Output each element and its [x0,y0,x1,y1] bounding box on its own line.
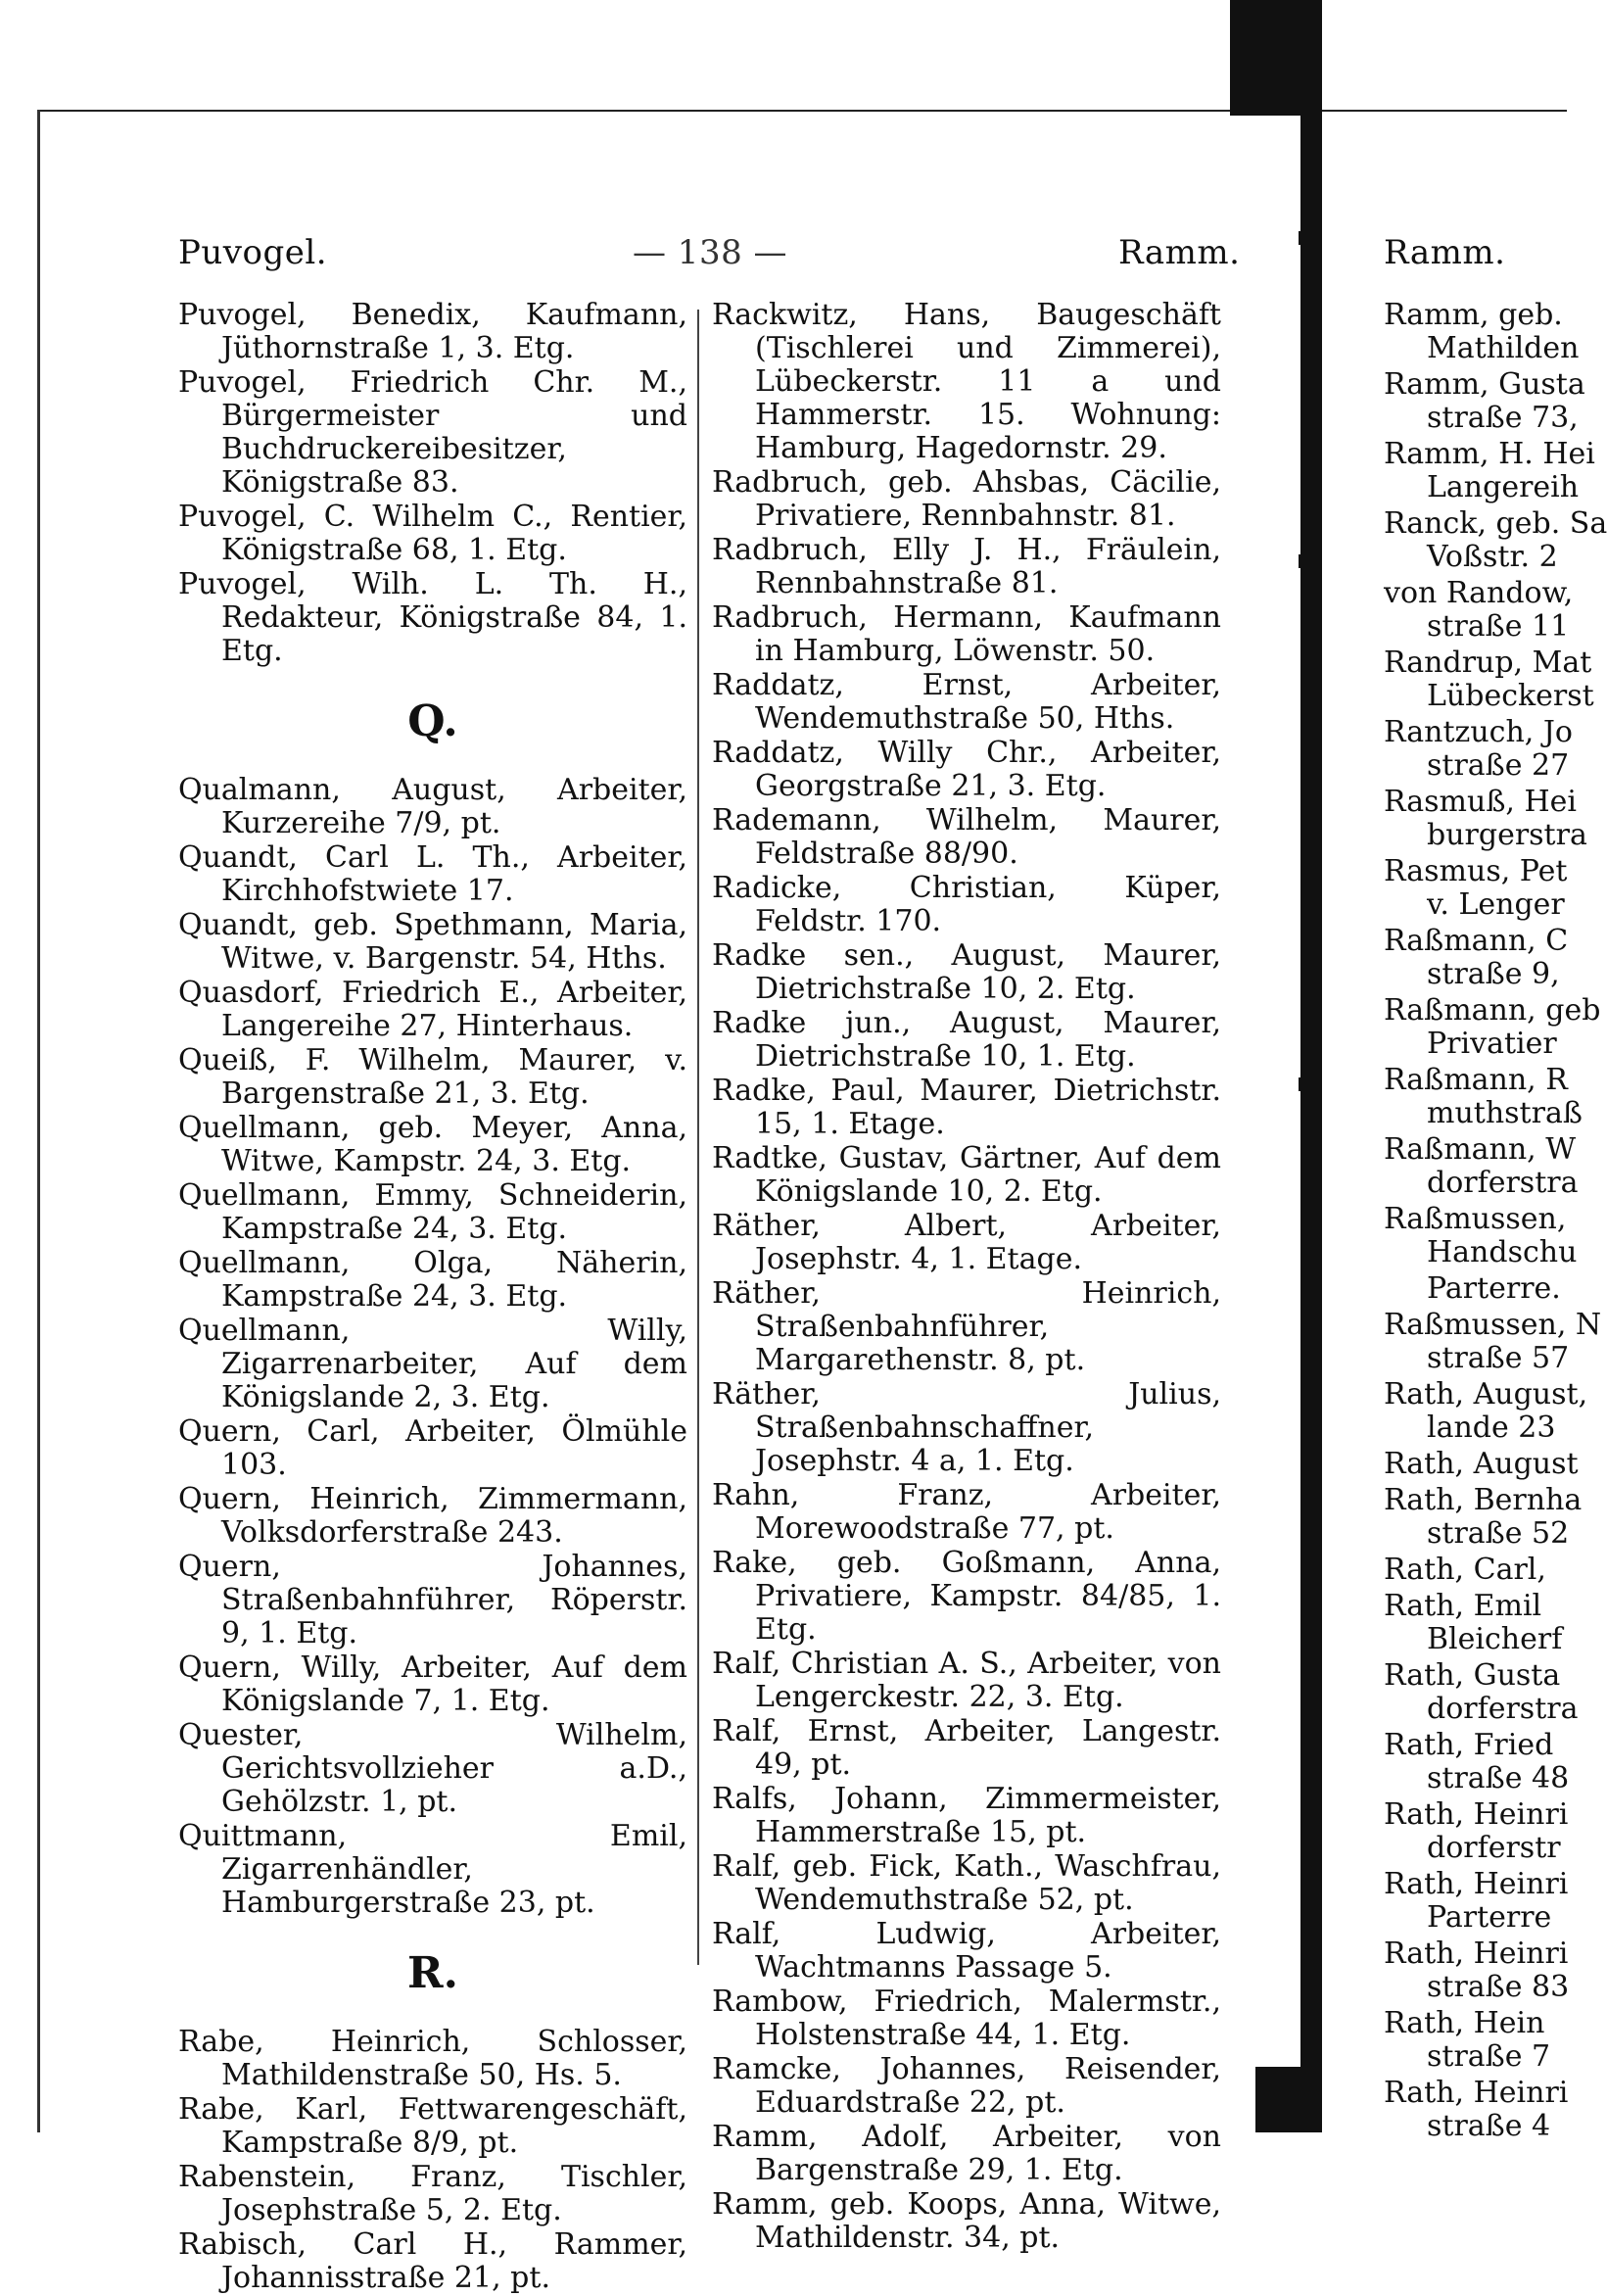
next-page-entry [1384,925,1567,991]
next-page-entry-line: von Randow, [1384,576,1574,610]
next-page-entry-continuation: straße 83 [1427,1970,1570,2004]
column-rule [697,310,699,1965]
directory-entry: Radke sen., August, Maurer, Dietrichstraße 10, 2. Etg. [712,938,1221,1006]
next-page-entry-continuation: straße 4 [1427,2109,1551,2143]
directory-entry: Ralf, geb. Fick, Kath., Waschfrau, Wendemuthstraße 52, pt. [712,1849,1221,1917]
directory-entry: Quern, Heinrich, Zimmermann, Volksdorferstraße 243. [178,1482,687,1550]
directory-entry: Raddatz, Willy Chr., Arbeiter, Georgstraße 21, 3. Etg. [712,736,1221,803]
running-head-right: Ramm. [1118,233,1241,272]
next-page-entry [1384,1063,1583,1130]
next-page-running-head: Ramm. [1384,233,1506,272]
directory-entry: Räther, Albert, Arbeiter, Josephstr. 4, 1. Etage. [712,1209,1221,1276]
running-head-left: Puvogel. [178,233,328,272]
next-page-entry-continuation: dorferstra [1427,1166,1579,1200]
next-page-entry-line: Rath, Emil [1384,1589,1542,1623]
next-page-entry-continuation: Handschu [1427,1235,1578,1269]
next-page-entry-line: Rath, Heinri [1384,1867,1569,1901]
next-page-entry-line: Rasmus, Pet [1384,854,1568,888]
next-page-entry-continuation: straße 27 [1427,748,1570,783]
directory-entry: Quester, Wilhelm, Gerichtsvollzieher a.D., Gehölzstr. 1, pt. [178,1718,687,1819]
directory-entry: Ramm, geb. Koops, Anna, Witwe, Mathildenstr. 34, pt. [712,2187,1221,2255]
next-page-entry [1384,1658,1579,1726]
directory-entry: Quandt, geb. Spethmann, Maria, Witwe, v. Bargenstr. 54, Hths. [178,908,687,976]
next-page-entry-continuation: v. Lenger [1427,887,1565,922]
next-page-entry-line: Rath, Gusta [1384,1658,1561,1693]
next-page-entry [1384,506,1607,574]
next-page-entry-line: Rath, August, [1384,1377,1588,1411]
next-page-entry-continuation: Lübeckerst [1427,679,1594,713]
next-page-entry-line: Rath, Heinri [1384,1937,1569,1971]
next-page-entry-line: Raßmussen, N [1384,1308,1602,1342]
directory-entry: Radke, Paul, Maurer, Dietrichstr. 15, 1. Etage. [712,1074,1221,1141]
gutter-mark [1299,554,1308,568]
directory-entry: Quern, Willy, Arbeiter, Auf dem Königslande 7, 1. Etg. [178,1650,687,1718]
next-page-entry-line: Ramm, H. Hei [1384,437,1595,471]
next-page-entry [1384,1483,1583,1551]
next-page-column [1384,298,1607,2146]
gutter-mark [1299,1077,1308,1091]
next-page-entry-line: Ramm, geb. [1384,298,1563,332]
next-page-entry-continuation: dorferstra [1427,1692,1579,1726]
directory-entry: Radbruch, geb. Ahsbas, Cäcilie, Privatiere, Rennbahnstr. 81. [712,465,1221,533]
directory-entry: Ramcke, Johannes, Reisender, Eduardstraße 22, pt. [712,2052,1221,2120]
next-page-entry-line: Raßmann, geb [1384,993,1601,1028]
next-page-frame-top [1322,110,1567,112]
next-page-entry [1384,2007,1567,2074]
binding-shadow-bottom [1255,2067,1300,2132]
directory-entry: Quellmann, Emmy, Schneiderin, Kampstraße 24, 3. Etg. [178,1178,687,1246]
next-page-entry-line: Rath, Carl, [1384,1553,1546,1587]
directory-entry: Ralf, Ludwig, Arbeiter, Wachtmanns Passage 5. [712,1917,1221,1985]
next-page-entry-continuation: Voßstr. 2 [1427,540,1558,574]
directory-entry: Puvogel, Friedrich Chr. M., Bürgermeister und Buchdruckereibesitzer, Königstraße 83. [178,365,687,500]
directory-entry: Rahn, Franz, Arbeiter, Morewoodstraße 77, pt. [712,1478,1221,1546]
next-page-entry [1384,1377,1588,1445]
next-page-entry-line: Raßmussen, [1384,1202,1567,1236]
next-page-entry [1384,1202,1578,1269]
next-page-entry [1384,367,1585,435]
next-page-entry [1384,1590,1567,1656]
directory-entry: Rabe, Heinrich, Schlosser, Mathildenstraße 50, Hs. 5. [178,2025,687,2092]
binding-shadow-top [1230,0,1300,116]
directory-entry: Rademann, Wilhelm, Maurer, Feldstraße 88/90. [712,803,1221,871]
directory-entry: Ralf, Christian A. S., Arbeiter, von Lengerckestr. 22, 3. Etg. [712,1647,1221,1714]
next-page-entry [1384,1937,1570,2004]
next-page-entry-line: Raßmann, R [1384,1063,1568,1097]
next-page-entry [1384,576,1574,644]
next-page-entry [1384,2077,1567,2143]
next-page-entry-continuation: straße 52 [1427,1516,1570,1551]
directory-entry: Ramm, Adolf, Arbeiter, von Bargenstraße 29, 1. Etg. [712,2120,1221,2187]
directory-entry: Radicke, Christian, Küper, Feldstr. 170. [712,871,1221,938]
next-page-entry [1384,1132,1579,1200]
next-page-entry-continuation: straße 73, [1427,401,1579,435]
next-page-entry-continuation: lande 23 [1427,1411,1556,1445]
next-page-entry-continuation: burgerstra [1427,818,1587,852]
directory-entry: Puvogel, C. Wilhelm C., Rentier, Königstraße 68, 1. Etg. [178,500,687,567]
next-page-entry-line: Ramm, Gusta [1384,367,1585,402]
next-page-entry [1384,855,1567,922]
next-page-entry-line: Rath, Hein [1384,2006,1545,2040]
directory-entry: Rackwitz, Hans, Baugeschäft (Tischlerei und Zimmerei), Lübeckerstr. 11 a und Hammerstr. 15. Wohnung: Hamburg, Hagedornstr. 29. [712,298,1221,465]
next-page-entry [1384,715,1573,783]
directory-entry: Ralf, Ernst, Arbeiter, Langestr. 49, pt. [712,1714,1221,1782]
directory-entry: Rambow, Friedrich, Malermstr., Holstenstraße 44, 1. Etg. [712,1985,1221,2052]
directory-entry: Rabe, Karl, Fettwarengeschäft, Kampstraße 8/9, pt. [178,2092,687,2160]
middle-column [712,299,1221,2256]
next-page-entry [1384,437,1595,504]
directory-entry: Rabisch, Carl H., Rammer, Johannisstraße 21, pt. [178,2227,687,2295]
next-page-entry-continuation: Parterre [1427,1900,1552,1935]
next-page-entry-continuation: Parterre. [1427,1271,1561,1306]
directory-entry: Raddatz, Ernst, Arbeiter, Wendemuthstraße 50, Hths. [712,668,1221,736]
next-page-entry-continuation: straße 9, [1427,957,1560,991]
next-page-entry-continuation: Mathilden [1427,331,1580,365]
next-page-entry-line: Raßmann, C [1384,924,1569,958]
next-page-entry-continuation: Privatier [1427,1027,1557,1061]
directory-entry: Quellmann, Willy, Zigarrenarbeiter, Auf dem Königslande 2, 3. Etg. [178,1314,687,1414]
next-page-entry [1384,1798,1567,1865]
next-page-entry-continuation: dorferstr [1427,1831,1561,1865]
page-frame-top [37,110,1296,112]
next-page-entry [1384,1447,1579,1481]
next-page-entry [1384,1868,1567,1935]
next-page-entry-continuation: straße 7 [1427,2039,1551,2074]
directory-entry: Quern, Johannes, Straßenbahnführer, Röperstr. 9, 1. Etg. [178,1550,687,1650]
next-page-entry-line: Raßmann, W [1384,1132,1577,1167]
book-gutter [1300,0,1322,2132]
section-letter: Q. [407,696,458,746]
next-page-entry [1384,298,1580,365]
next-page-entry-line: Rath, Heinri [1384,1797,1569,1832]
page-frame-left [37,110,40,2132]
directory-entry: Quern, Carl, Arbeiter, Ölmühle 103. [178,1414,687,1482]
directory-entry: Räther, Heinrich, Straßenbahnführer, Margarethenstr. 8, pt. [712,1276,1221,1377]
section-letter: R. [407,1948,458,1998]
directory-entry: Radtke, Gustav, Gärtner, Auf dem Königslande 10, 2. Etg. [712,1141,1221,1209]
next-page-entry-line: Rantzuch, Jo [1384,715,1573,749]
next-page-entry-continuation: straße 48 [1427,1761,1570,1795]
next-page-entry [1384,1308,1602,1375]
directory-entry: Qualmann, August, Arbeiter, Kurzereihe 7/9, pt. [178,773,687,840]
next-page-entry-continuation: muthstraß [1427,1096,1583,1130]
next-page-entry [1384,785,1587,852]
directory-entry: Quandt, Carl L. Th., Arbeiter, Kirchhofstwiete 17. [178,840,687,908]
next-page-entry-line: Randrup, Mat [1384,646,1592,680]
next-page-entry-line: Rath, Bernha [1384,1483,1583,1517]
directory-entry: Rake, geb. Goßmann, Anna, Privatiere, Kampstr. 84/85, 1. Etg. [712,1546,1221,1647]
next-page-entry [1384,646,1594,713]
next-page-entry-line: Rath, Fried [1384,1728,1554,1762]
next-page-entry [1384,993,1601,1061]
next-page-entry-line: Rath, August [1384,1447,1579,1481]
directory-entry: Puvogel, Benedix, Kaufmann, Jüthornstraße 1, 3. Etg. [178,298,687,365]
directory-entry: Radbruch, Elly J. H., Fräulein, Rennbahnstraße 81. [712,533,1221,600]
gutter-mark [1299,231,1308,245]
next-page-entry-continuation: straße 57 [1427,1341,1570,1375]
directory-entry: Quittmann, Emil, Zigarrenhändler, Hamburgerstraße 23, pt. [178,1819,687,1920]
next-page-entry-line: Ranck, geb. Sa [1384,506,1607,541]
directory-entry: Quasdorf, Friedrich E., Arbeiter, Langereihe 27, Hinterhaus. [178,976,687,1043]
directory-entry: Radbruch, Hermann, Kaufmann in Hamburg, Löwenstr. 50. [712,600,1221,668]
next-page-entry-continuation: Bleicherf [1427,1622,1563,1656]
next-page-entry [1384,1272,1567,1306]
page-number: — 138 — [633,233,788,272]
directory-entry: Radke jun., August, Maurer, Dietrichstraße 10, 1. Etg. [712,1006,1221,1074]
next-page-entry-line: Rasmuß, Hei [1384,785,1577,819]
directory-entry: Rabenstein, Franz, Tischler, Josephstraße 5, 2. Etg. [178,2160,687,2227]
directory-entry: Ralfs, Johann, Zimmermeister, Hammerstraße 15, pt. [712,1782,1221,1849]
next-page-entry-line: Rath, Heinri [1384,2076,1569,2110]
directory-entry: Räther, Julius, Straßenbahnschaffner, Josephstr. 4 a, 1. Etg. [712,1377,1221,1478]
directory-entry: Puvogel, Wilh. L. Th. H., Redakteur, Königstraße 84, 1. Etg. [178,567,687,668]
next-page-entry-continuation: Langereih [1427,470,1580,504]
left-column [178,299,687,2296]
directory-entry: Queiß, F. Wilhelm, Maurer, v. Bargenstraße 21, 3. Etg. [178,1043,687,1111]
directory-entry: Quellmann, Olga, Näherin, Kampstraße 24, 3. Etg. [178,1246,687,1314]
directory-entry: Quellmann, geb. Meyer, Anna, Witwe, Kampstr. 24, 3. Etg. [178,1111,687,1178]
next-page-entry-continuation: straße 11 [1427,609,1570,644]
next-page-entry [1384,1554,1567,1587]
next-page-entry [1384,1728,1570,1795]
